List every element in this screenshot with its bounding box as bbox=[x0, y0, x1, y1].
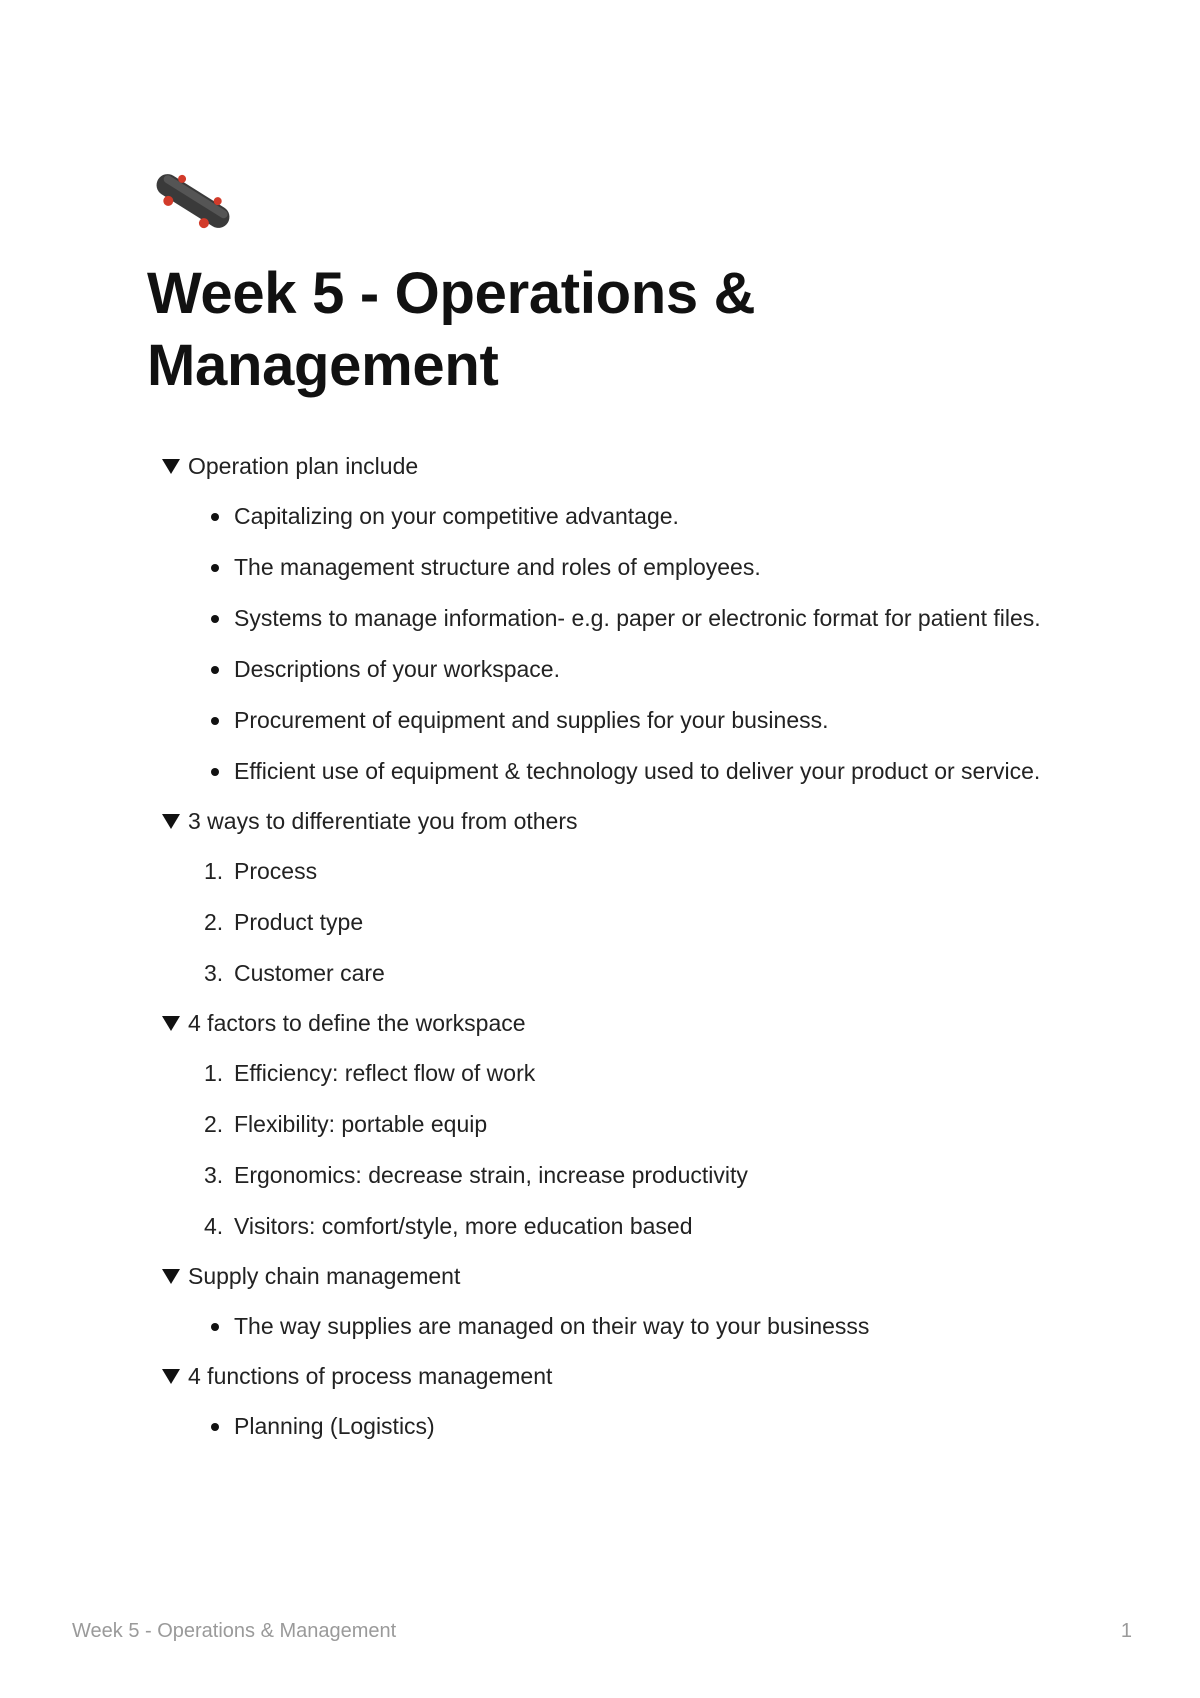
list-item bbox=[204, 651, 1060, 687]
list-item bbox=[204, 1157, 1060, 1193]
list-number: 1. bbox=[204, 1060, 224, 1086]
list-item-text: Efficient use of equipment & technology used to deliver your product or service. bbox=[234, 758, 1041, 784]
list-item-text: Flexibility: portable equip bbox=[234, 1111, 488, 1137]
list-item bbox=[204, 1106, 1060, 1142]
page-icon bbox=[150, 165, 236, 237]
toggle-workspace-factors bbox=[160, 1005, 1060, 1244]
list-item bbox=[204, 549, 1060, 585]
list-item-text: Procurement of equipment and supplies for your business. bbox=[234, 707, 829, 733]
skateboard-icon bbox=[150, 165, 236, 237]
list-item bbox=[204, 702, 1060, 738]
list-item bbox=[204, 853, 1060, 889]
list-item bbox=[204, 904, 1060, 940]
toggle-body bbox=[160, 498, 1060, 789]
list-number: 3. bbox=[204, 1162, 224, 1188]
toggle-arrow-icon[interactable] bbox=[162, 1016, 180, 1031]
list-item bbox=[204, 1208, 1060, 1244]
toggle-operation-plan bbox=[160, 448, 1060, 789]
toggle-body bbox=[160, 1408, 1060, 1444]
toggle-header[interactable] bbox=[160, 1358, 1060, 1394]
toggle-body bbox=[160, 853, 1060, 991]
toggle-body bbox=[160, 1308, 1060, 1344]
list-item bbox=[204, 498, 1060, 534]
bullet-icon bbox=[211, 1323, 219, 1331]
toggle-body bbox=[160, 1055, 1060, 1244]
list-item bbox=[204, 600, 1060, 636]
list-item-text: Visitors: comfort/style, more education based bbox=[234, 1213, 693, 1239]
list-item-text: The management structure and roles of employees. bbox=[234, 554, 761, 580]
footer-document-title: Week 5 - Operations & Management bbox=[72, 1620, 397, 1642]
toggle-heading: 4 functions of process management bbox=[188, 1362, 553, 1389]
bullet-icon bbox=[211, 1423, 219, 1431]
toggle-differentiate bbox=[160, 803, 1060, 991]
list-item-text: Efficiency: reflect flow of work bbox=[234, 1060, 536, 1086]
bullet-icon bbox=[211, 513, 219, 521]
list-number: 2. bbox=[204, 909, 224, 935]
list-item-text: Planning (Logistics) bbox=[234, 1413, 435, 1439]
toggle-heading: 3 ways to differentiate you from others bbox=[188, 807, 578, 834]
toggle-arrow-icon[interactable] bbox=[162, 1269, 180, 1284]
toggle-arrow-icon[interactable] bbox=[162, 459, 180, 474]
toggle-header[interactable] bbox=[160, 1005, 1060, 1041]
list-item-text: Customer care bbox=[234, 960, 385, 986]
toggle-heading: Supply chain management bbox=[188, 1262, 461, 1289]
list-item bbox=[204, 1408, 1060, 1444]
toggle-header[interactable] bbox=[160, 1258, 1060, 1294]
footer-page-number: 1 bbox=[1120, 1620, 1132, 1642]
toggle-header[interactable] bbox=[160, 803, 1060, 839]
list-number: 2. bbox=[204, 1111, 224, 1137]
list-number: 4. bbox=[204, 1213, 224, 1239]
list-number: 1. bbox=[204, 858, 224, 884]
bullet-icon bbox=[211, 717, 219, 725]
bullet-icon bbox=[211, 666, 219, 674]
toggle-process-management bbox=[160, 1358, 1060, 1444]
toggle-heading: 4 factors to define the workspace bbox=[188, 1009, 526, 1036]
list-item bbox=[204, 1055, 1060, 1091]
toggle-arrow-icon[interactable] bbox=[162, 814, 180, 829]
list-item bbox=[204, 1308, 1060, 1344]
list-item-text: Ergonomics: decrease strain, increase productivity bbox=[234, 1162, 748, 1188]
list-item-text: Descriptions of your workspace. bbox=[234, 656, 560, 682]
list-item bbox=[204, 753, 1060, 789]
page-title: Week 5 - Operations & Management bbox=[147, 261, 756, 398]
bullet-icon bbox=[211, 615, 219, 623]
list-item-text: The way supplies are managed on their way to your businesss bbox=[234, 1313, 870, 1339]
page-content bbox=[160, 448, 1060, 1444]
list-item-text: Process bbox=[234, 858, 318, 884]
toggle-heading: Operation plan include bbox=[188, 452, 419, 479]
list-item-text: Capitalizing on your competitive advantage. bbox=[234, 503, 679, 529]
toggle-supply-chain bbox=[160, 1258, 1060, 1344]
list-item bbox=[204, 955, 1060, 991]
list-item-text: Product type bbox=[234, 909, 364, 935]
list-number: 3. bbox=[204, 960, 224, 986]
bullet-icon bbox=[211, 768, 219, 776]
toggle-arrow-icon[interactable] bbox=[162, 1369, 180, 1384]
toggle-header[interactable] bbox=[160, 448, 1060, 484]
list-item-text: Systems to manage information- e.g. paper or electronic format for patient files. bbox=[234, 605, 1041, 631]
bullet-icon bbox=[211, 564, 219, 572]
